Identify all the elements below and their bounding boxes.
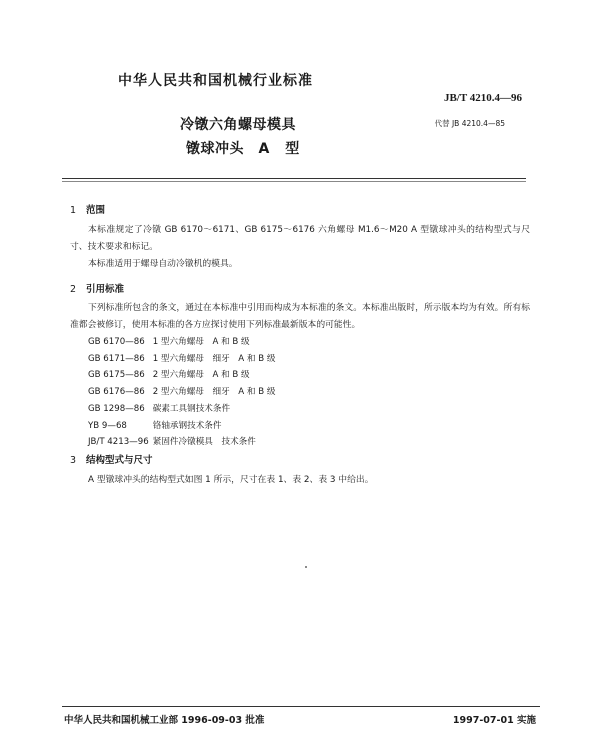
section-2-title: 引用标准 [86, 284, 125, 295]
organization-header: 中华人民共和国机械行业标准 [118, 73, 313, 89]
standard-number: JB/T 4210.4—96 [443, 92, 522, 104]
header-divider-thin [62, 181, 526, 182]
reference-title: 2 型六角螺母 A 和 B 级 [152, 370, 250, 381]
footer-divider [62, 706, 540, 707]
section-3-paragraph: A 型镦球冲头的结构型式如图 1 所示，尺寸在表 1、表 2、表 3 中给出。 [88, 475, 374, 485]
section-1-paragraph-2: 本标准适用于螺母自动冷镦机的模具。 [88, 259, 238, 269]
reference-item [88, 434, 275, 451]
reference-code: GB 6175—86 [88, 370, 145, 381]
section-3-title: 结构型式与尺寸 [86, 455, 153, 466]
reference-code: GB 6176—86 [88, 387, 145, 398]
section-3-number: 3 [70, 455, 77, 466]
scan-speck [305, 566, 307, 568]
reference-code: GB 6170—86 [88, 337, 145, 347]
reference-title: 铬轴承钢技术条件 [152, 420, 222, 431]
section-2-intro: 下列标准所包含的条文，通过在本标准中引用而构成为本标准的条文。本标准出版时，所示版本均为有效。所有标准都会被修订，使用本标准的各方应探讨使用下列标准最新版本的可能性。 [70, 303, 530, 330]
section-1-title: 范围 [86, 205, 106, 216]
reference-code: YB 9—68 [88, 420, 127, 431]
reference-list [88, 334, 275, 451]
document-subtitle: 镦球冲头 A 型 [186, 141, 300, 157]
reference-item [88, 334, 275, 351]
effective-date: 1997-07-01 实施 [452, 715, 536, 726]
section-1-number: 1 [70, 205, 77, 216]
reference-code: GB 6171—86 [88, 353, 145, 364]
reference-item [88, 384, 275, 401]
section-3-heading [70, 452, 153, 466]
header-divider [62, 178, 526, 179]
reference-item [88, 401, 275, 418]
section-1-paragraph-1: 本标准规定了冷镦 GB 6170～6171、GB 6175～6176 六角螺母 M1.6～M20 A 型镦球冲头的结构型式与尺寸、技术要求和标记。 [70, 225, 530, 252]
approval-line: 中华人民共和国机械工业部 1996-09-03 批准 [64, 715, 265, 726]
replaces-note: 代替 JB 4210.4—85 [434, 119, 505, 128]
reference-item [88, 367, 275, 384]
section-2-number: 2 [70, 284, 77, 295]
reference-item [88, 351, 275, 368]
reference-item [88, 418, 275, 435]
reference-title: 1 型六角螺母 A 和 B 级 [152, 337, 250, 347]
reference-title: 2 型六角螺母 细牙 A 和 B 级 [152, 387, 276, 398]
reference-title: 碳素工具钢技术条件 [152, 403, 231, 414]
reference-title: 紧固件冷镦模具 技术条件 [152, 437, 256, 448]
reference-code: GB 1298—86 [88, 403, 145, 414]
reference-code: JB/T 4213—96 [88, 437, 149, 448]
section-2-heading [70, 281, 124, 295]
reference-title: 1 型六角螺母 细牙 A 和 B 级 [152, 353, 276, 364]
section-1-heading [70, 202, 105, 216]
document-title: 冷镦六角螺母模具 [180, 117, 296, 133]
